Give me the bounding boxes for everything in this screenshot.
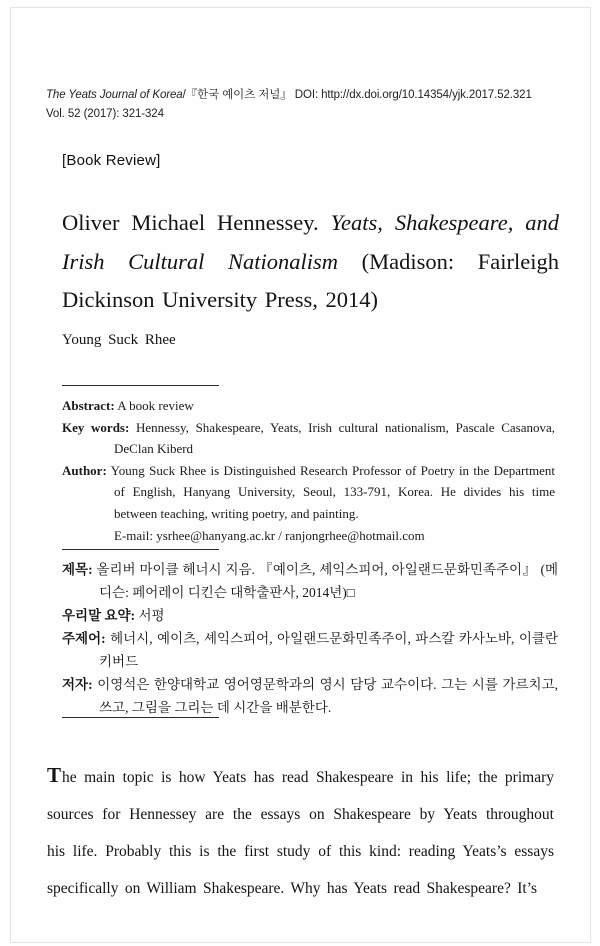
korean-author-line [62,673,558,719]
korean-author-text: 이영석은 한양대학교 영어영문학과의 영시 담당 교수이다. 그는 시를 가르치고, 쓰고, 그림을 그리는 데 시간을 배분한다. [97,677,559,715]
abstract-text: A book review [117,398,194,413]
korean-summary-label: 우리말 요약: [62,608,136,623]
paragraph-initial-capital: T [47,763,63,787]
keywords-label: Key words: [62,419,130,435]
paragraph-text: he main topic is how Yeats has read Shakespeare in his life; the primary sources for Hennessey are the essays on Shakespeare by Yeats throughout his life. Probably this is the first study of this kind: reading Yeats’s essays specifically on William Shakespeare. Why has Yeats read Shakespeare? It’s [47,769,554,897]
korean-keywords-line [62,627,558,673]
korean-title-line [62,558,558,604]
journal-volume-line: Vol. 52 (2017): 321-324 [46,108,164,120]
divider-rule-middle [62,549,219,550]
english-abstract-block [62,395,555,546]
korean-summary-line [62,604,558,627]
journal-doi: /『한국 예이츠 저널』 DOI: http://dx.doi.org/10.14354/yjk.2017.52.321 [182,89,532,101]
abstract-label: Abstract: [62,398,115,413]
divider-rule-bottom [62,717,219,718]
keywords-text: Hennessy, Shakespeare, Yeats, Irish cultural nationalism, Pascale Casanova, DeClan Kiberd [114,419,555,457]
korean-summary-text: 서평 [138,608,165,623]
body-paragraph [47,757,554,907]
title-publisher-segment: (Madison: Fairleigh Dickinson University Press, 2014) [62,248,559,312]
journal-header [46,86,580,124]
paper-title [62,204,559,320]
korean-title-text: 올리버 마이클 헤너시 지음. 『예이츠, 셰익스피어, 아일랜드문화민족주이』 (메디슨: 페어레이 디킨슨 대학출판사, 2014년)□ [96,562,559,600]
author-label: Author: [62,462,107,478]
korean-abstract-block [62,558,558,719]
byline-author-name: Young Suck Rhee [62,332,176,348]
author-bio-text: Young Suck Rhee is Distinguished Research Professor of Poetry in the Department of English, Hanyang University, Seoul, 133-791, Korea. He divides his time between teaching, writing poetry, and painting. [110,462,555,521]
korean-author-label: 저자: [62,677,93,692]
journal-title-line [46,86,580,105]
title-author-segment: Oliver Michael Hennessey. [62,210,331,235]
email-line [62,525,555,547]
author-bio-line [62,460,555,525]
abstract-line [62,395,555,417]
email-addresses: ysrhee@hanyang.ac.kr / ranjongrhee@hotmail.com [156,527,425,543]
korean-title-label: 제목: [62,562,93,577]
korean-keywords-text: 헤너시, 예이츠, 셰익스피어, 아일랜드문화민족주이, 파스칼 카사노바, 이클란 키버드 [99,631,558,669]
korean-keywords-label: 주제어: [62,631,106,646]
divider-rule-top [62,385,219,386]
journal-name: The Yeats Journal of Korea [46,89,183,101]
keywords-line [62,417,555,460]
title-book-name-italic: Yeats, Shakespeare, and Irish Cultural Nationalism [62,210,559,274]
section-label-book-review: [Book Review] [62,152,161,169]
email-label: E-mail: [114,527,153,543]
